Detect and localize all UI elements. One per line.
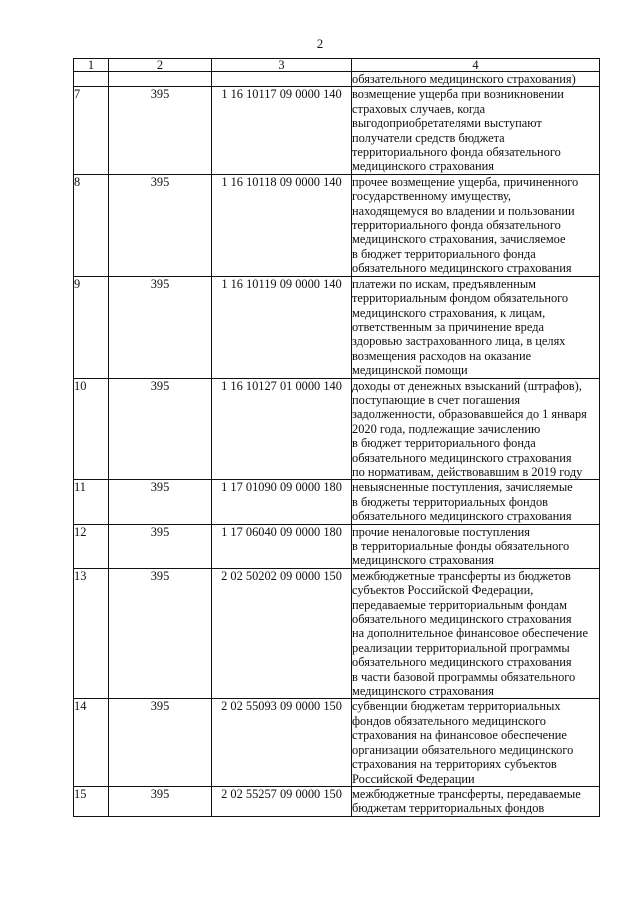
description-line: получатели средств бюджета xyxy=(352,130,505,145)
description-line: 2020 года, подлежащие зачислению xyxy=(352,421,541,436)
administrator-code-cell: 395 xyxy=(109,786,212,816)
budget-classification-code-cell: 1 16 10119 09 0000 140 xyxy=(212,276,352,378)
table-header-row xyxy=(74,59,600,72)
description-line: реализации территориальной программы xyxy=(352,640,570,655)
description-line: межбюджетные трансферты из бюджетов xyxy=(352,568,571,583)
administrator-code-cell xyxy=(109,72,212,87)
budget-classification-code-cell: 2 02 50202 09 0000 150 xyxy=(212,568,352,699)
description-line: Российской Федерации xyxy=(352,771,475,786)
budget-classification-code-cell xyxy=(212,72,352,87)
table-row xyxy=(74,699,600,786)
row-number-cell: 13 xyxy=(74,568,109,699)
income-description-cell xyxy=(352,568,600,699)
income-description-cell xyxy=(352,276,600,378)
row-number-cell: 15 xyxy=(74,786,109,816)
description-line: поступающие в счет погашения xyxy=(352,392,521,407)
administrator-code-cell: 395 xyxy=(109,480,212,524)
row-number-cell: 14 xyxy=(74,699,109,786)
row-number-cell: 7 xyxy=(74,87,109,174)
table-row xyxy=(74,786,600,816)
description-line: бюджетам территориальных фондов xyxy=(352,801,545,816)
description-line: выгодоприобретателями выступают xyxy=(352,116,542,131)
description-line: медицинского страхования xyxy=(352,159,494,174)
description-line: в бюджет территориального фонда xyxy=(352,436,536,451)
administrator-code-cell: 395 xyxy=(109,524,212,568)
administrator-code-cell: 395 xyxy=(109,568,212,699)
administrator-code-cell: 395 xyxy=(109,276,212,378)
income-description-cell xyxy=(352,72,600,87)
description-line: на дополнительное финансовое обеспечение xyxy=(352,626,588,641)
description-line: медицинского страхования xyxy=(352,553,494,568)
row-number-cell: 9 xyxy=(74,276,109,378)
budget-classification-code-cell: 1 16 10118 09 0000 140 xyxy=(212,174,352,276)
description-line: платежи по искам, предъявленным xyxy=(352,276,536,291)
description-line: задолженности, образовавшейся до 1 января xyxy=(352,407,587,422)
description-line: страхования на территориях субъектов xyxy=(352,757,557,772)
budget-classification-code-cell: 1 16 10127 01 0000 140 xyxy=(212,378,352,480)
description-line: территориальным фондом обязательного xyxy=(352,291,569,306)
income-codes-table xyxy=(73,58,600,817)
table-row xyxy=(74,480,600,524)
table-row xyxy=(74,568,600,699)
description-line: обязательного медицинского страхования) xyxy=(352,72,576,86)
income-description-cell xyxy=(352,480,600,524)
budget-classification-code-cell: 2 02 55257 09 0000 150 xyxy=(212,786,352,816)
budget-classification-code-cell: 1 16 10117 09 0000 140 xyxy=(212,87,352,174)
description-line: доходы от денежных взысканий (штрафов), xyxy=(352,378,582,393)
income-description-cell xyxy=(352,378,600,480)
description-line: фондов обязательного медицинского xyxy=(352,713,546,728)
description-line: обязательного медицинского страхования xyxy=(352,450,572,465)
description-line: территориального фонда обязательного xyxy=(352,145,561,160)
page-number: 2 xyxy=(316,36,324,51)
row-number-cell: 8 xyxy=(74,174,109,276)
income-description-cell xyxy=(352,87,600,174)
description-line: медицинского страхования, к лицам, xyxy=(352,305,546,320)
description-line: здоровью застрахованного лица, в целях xyxy=(352,334,566,349)
row-number-cell: 12 xyxy=(74,524,109,568)
description-line: медицинского страхования, зачисляемое xyxy=(352,232,566,247)
description-line: в бюджет территориального фонда xyxy=(352,246,536,261)
description-line: возмещение ущерба при возникновении xyxy=(352,87,564,102)
description-line: территориального фонда обязательного xyxy=(352,218,561,233)
description-line: находящемуся во владении и пользовании xyxy=(352,203,575,218)
description-line: обязательного медицинского страхования xyxy=(352,261,572,276)
table-row xyxy=(74,174,600,276)
description-line: в бюджеты территориальных фондов xyxy=(352,494,549,509)
income-description-cell xyxy=(352,786,600,816)
budget-classification-code-cell: 1 17 06040 09 0000 180 xyxy=(212,524,352,568)
column-header-2: 2 xyxy=(109,59,212,72)
description-line: по нормативам, действовавшим в 2019 году xyxy=(352,464,583,479)
administrator-code-cell: 395 xyxy=(109,378,212,480)
description-line: страховых случаев, когда xyxy=(352,101,486,116)
administrator-code-cell: 395 xyxy=(109,87,212,174)
description-line: обязательного медицинского страхования xyxy=(352,655,572,670)
description-line: обязательного медицинского страхования xyxy=(352,612,572,627)
row-number-cell: 11 xyxy=(74,480,109,524)
table-row xyxy=(74,524,600,568)
description-line: межбюджетные трансферты, передаваемые xyxy=(352,786,581,801)
column-header-1: 1 xyxy=(74,59,109,72)
income-description-cell xyxy=(352,524,600,568)
table-row xyxy=(74,87,600,174)
administrator-code-cell: 395 xyxy=(109,174,212,276)
description-line: медицинского страхования xyxy=(352,684,494,699)
description-line: возмещения расходов на оказание xyxy=(352,348,532,363)
description-line: организации обязательного медицинского xyxy=(352,742,574,757)
row-number-cell xyxy=(74,72,109,87)
row-number-cell: 10 xyxy=(74,378,109,480)
table-row xyxy=(74,276,600,378)
description-line: страхования на финансовое обеспечение xyxy=(352,728,567,743)
description-line: прочие неналоговые поступления xyxy=(352,524,531,539)
column-header-4: 4 xyxy=(352,59,600,72)
budget-classification-code-cell: 2 02 55093 09 0000 150 xyxy=(212,699,352,786)
description-line: субвенции бюджетам территориальных xyxy=(352,699,561,714)
description-line: государственному имуществу, xyxy=(352,189,511,204)
table-row xyxy=(74,72,600,87)
description-line: субъектов Российской Федерации, xyxy=(352,583,534,598)
table-row xyxy=(74,378,600,480)
description-line: невыясненные поступления, зачисляемые xyxy=(352,480,573,495)
description-line: медицинской помощи xyxy=(352,363,468,378)
income-description-cell xyxy=(352,174,600,276)
description-line: ответственным за причинение вреда xyxy=(352,319,544,334)
administrator-code-cell: 395 xyxy=(109,699,212,786)
column-header-3: 3 xyxy=(212,59,352,72)
income-description-cell xyxy=(352,699,600,786)
description-line: прочее возмещение ущерба, причиненного xyxy=(352,174,579,189)
budget-classification-code-cell: 1 17 01090 09 0000 180 xyxy=(212,480,352,524)
description-line: в части базовой программы обязательного xyxy=(352,669,576,684)
description-line: обязательного медицинского страхования xyxy=(352,509,572,524)
description-line: передаваемые территориальным фондам xyxy=(352,597,567,612)
description-line: в территориальные фонды обязательного xyxy=(352,539,570,553)
table-body xyxy=(74,72,600,817)
